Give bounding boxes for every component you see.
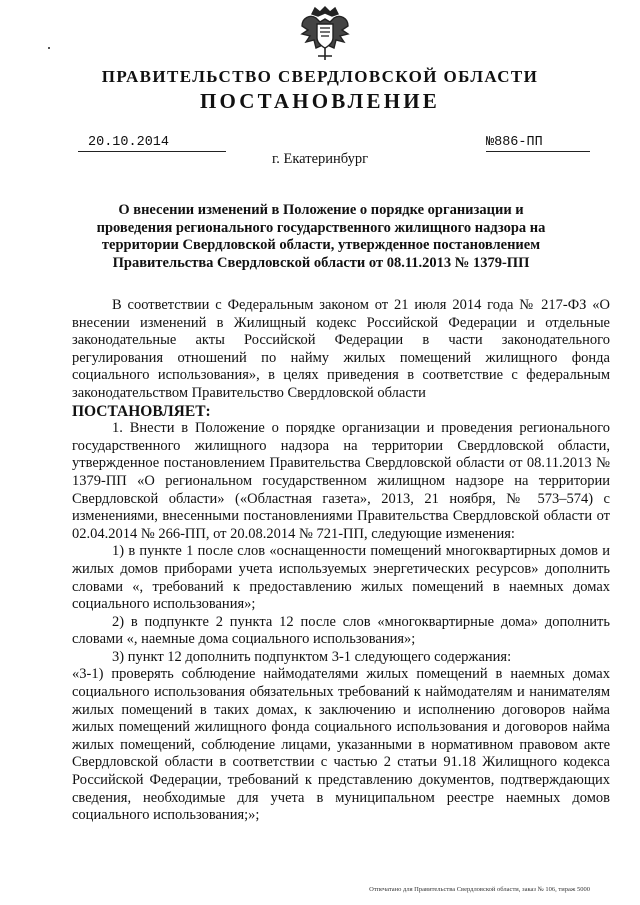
coat-of-arms-icon — [296, 4, 354, 62]
paragraph-resolves: ПОСТАНОВЛЯЕТ: — [72, 402, 211, 420]
print-footer: Отпечатано для Правительства Свердловской области, заказ № 106, тираж 5000 — [369, 886, 590, 893]
scan-speck — [48, 47, 50, 49]
document-number: №886-ПП — [486, 134, 590, 152]
paragraph-subitem-3: 3) пункт 12 дополнить подпунктом 3-1 следующего содержания: — [112, 648, 512, 665]
city-name: г. Екатеринбург — [271, 151, 369, 167]
document-date: 20.10.2014 — [78, 134, 226, 152]
document-title: О внесении изменений в Положение о порядке организации и проведения регионального государственного жилищного надзора на территории Свердловской области, утвержденное постановлением Правительства Свердловской области от 08.11.2013 № 1379-ПП — [96, 202, 546, 271]
paragraph-subitem-2: 2) в подпункте 2 пункта 12 после слов «многоквартирные дома» дополнить словами «, наемные дома социального использования»; — [72, 613, 610, 648]
paragraph-quote-3-1: «3-1) проверять соблюдение наймодателями жилых помещений в наемных домах социального использования обязательных требований к наймодателям и нанимателям жилых помещений в таких домах, к заключению и исполнению договоров найма жилых помещений жилищного фонда социального использования и договоров найма жилых помещений, соблюдение лицами, указанными в нормативном правовом акте Свердловской области в соответствии с частью 2 статьи 91.18 Жилищного кодекса Российской Федерации, требований к представлению документов, подтверждающих сведения, необходимые для учета в муниципальном реестре наемных домов социального использования;»; — [72, 666, 610, 824]
government-name: ПРАВИТЕЛЬСТВО СВЕРДЛОВСКОЙ ОБЛАСТИ — [101, 67, 539, 86]
paragraph-subitem-1: 1) в пункте 1 после слов «оснащенности помещений многоквартирных домов и жилых домов приборами учета используемых энергетических ресурсов» дополнить словами «, требований к предоставлению жилых помещений в наемных домах социального использования»; — [72, 543, 610, 613]
document-type: ПОСТАНОВЛЕНИЕ — [199, 89, 441, 113]
document-body — [72, 297, 610, 825]
paragraph-preamble: В соответствии с Федеральным законом от 21 июля 2014 года № 217-ФЗ «О внесении изменений в Жилищный кодекс Российской Федерации и отдельные законодательные акты Российской Федерации в части законодательного регулирования отношений по найму жилых помещений жилищного фонда социального использования», в целях приведения в соответствие с федеральным законодательством Правительство Свердловской области — [72, 297, 610, 401]
paragraph-item-1: 1. Внести в Положение о порядке организации и проведения регионального государственного жилищного надзора на территории Свердловской области, утвержденное постановлением Правительства Свердловской области от 08.11.2013 № 1379-ПП «О региональном государственном жилищном надзоре на территории Свердловской области» («Областная газета», 2013, 21 ноября, № 573–574) с изменениями, внесенными постановлениями Правительства Свердловской области от 02.04.2014 № 266-ПП, от 20.08.2014 № 721-ПП, следующие изменения: — [72, 420, 610, 542]
